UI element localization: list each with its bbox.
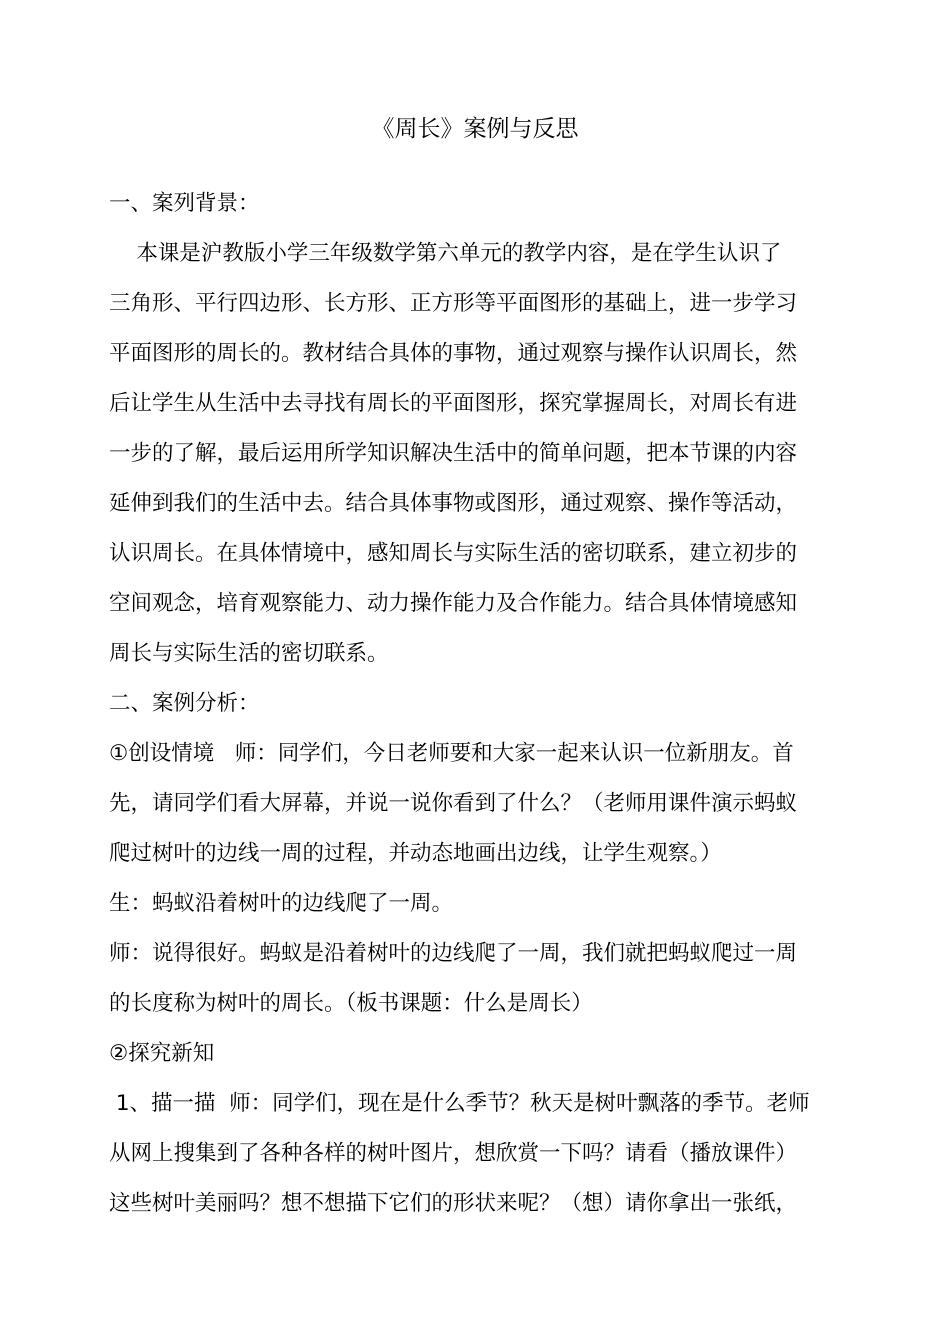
paragraph-line: 从网上搜集到了各种各样的树叶图片，想欣赏一下吗？请看（播放课件） bbox=[109, 1141, 798, 1166]
paragraph-line: 本课是沪教版小学三年级数学第六单元的教学内容，是在学生认识了 bbox=[109, 241, 782, 266]
paragraph-line: 平面图形的周长的。教材结合具体的事物，通过观察与操作认识周长，然 bbox=[109, 341, 798, 366]
paragraph-line: 后让学生从生活中去寻找有周长的平面图形，探究掌握周长，对周长有进 bbox=[109, 391, 798, 416]
paragraph-line: 师：说得很好。蚂蚁是沿着树叶的边线爬了一周，我们就把蚂蚁爬过一周 bbox=[109, 941, 798, 966]
document-title: 《周长》案例与反思 bbox=[371, 116, 579, 142]
paragraph-line: 空间观念，培育观察能力、动力操作能力及合作能力。结合具体情境感知 bbox=[109, 591, 798, 616]
paragraph-line: 先，请同学们看大屏幕，并说一说你看到了什么？（老师用课件演示蚂蚁 bbox=[109, 791, 798, 816]
paragraph-line: 这些树叶美丽吗？想不想描下它们的形状来呢？（想）请你拿出一张纸， bbox=[109, 1191, 798, 1216]
section-heading: 一、案列背景： bbox=[109, 191, 260, 216]
paragraph-line: ①创设情境 师：同学们，今日老师要和大家一起来认识一位新朋友。首 bbox=[109, 741, 794, 766]
paragraph-line: 爬过树叶的边线一周的过程，并动态地画出边线，让学生观察。） bbox=[109, 841, 722, 866]
section-heading: 二、案例分析： bbox=[109, 691, 260, 716]
paragraph-line: 的长度称为树叶的周长。（板书课题：什么是周长） bbox=[109, 991, 593, 1016]
paragraph-line: 周长与实际生活的密切联系。 bbox=[109, 641, 389, 666]
paragraph-line: 认识周长。在具体情境中，感知周长与实际生活的密切联系，建立初步的 bbox=[109, 541, 798, 566]
paragraph-line: 一步的了解，最后运用所学知识解决生活中的简单问题，把本节课的内容 bbox=[109, 441, 798, 466]
paragraph-line: 延伸到我们的生活中去。结合具体事物或图形，通过观察、操作等活动， bbox=[109, 491, 798, 516]
paragraph-line: 三角形、平行四边形、长方形、正方形等平面图形的基础上，进一步学习 bbox=[109, 291, 798, 316]
paragraph-line: 1、描一描 师：同学们，现在是什么季节？秋天是树叶飘落的季节。老师 bbox=[109, 1091, 810, 1116]
paragraph-line: 生：蚂蚁沿着树叶的边线爬了一周。 bbox=[109, 891, 454, 916]
subsection-heading: ②探究新知 bbox=[109, 1041, 215, 1066]
